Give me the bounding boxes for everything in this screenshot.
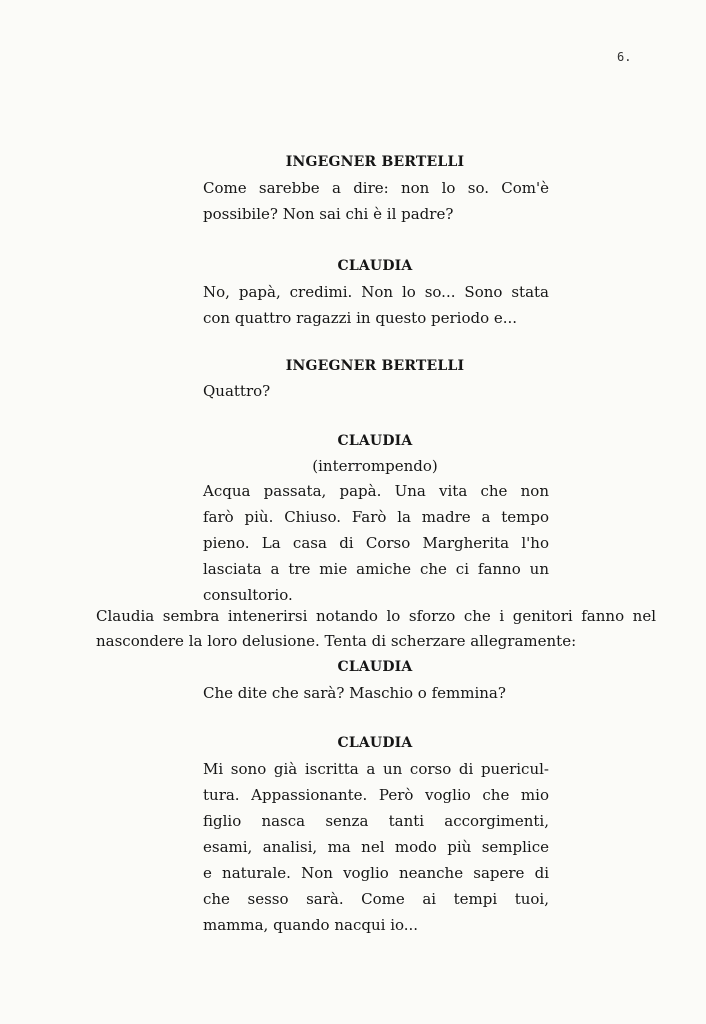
speaker-name: CLAUDIA bbox=[337, 258, 413, 274]
dialogue-line: Acqua passata, papà. Una vita che non bbox=[203, 482, 549, 500]
dialogue-line: con quattro ragazzi in questo periodo e... bbox=[203, 309, 518, 327]
dialogue-text bbox=[203, 378, 549, 404]
dialogue-line: e naturale. Non voglio neanche sapere di bbox=[203, 864, 549, 882]
parenthetical: (interrompendo) bbox=[312, 457, 438, 475]
action-line: nascondere la loro delusione. Tenta di scherzare allegramente: bbox=[96, 632, 577, 650]
dialogue-line: lasciata a tre mie amiche che ci fanno un bbox=[203, 560, 549, 578]
dialogue-line: Che dite che sarà? Maschio o femmina? bbox=[203, 684, 506, 702]
dialogue-text bbox=[203, 756, 549, 938]
dialogue-line: Mi sono già iscritta a un corso di puericul- bbox=[203, 760, 549, 778]
dialogue-line: farò più. Chiuso. Farò la madre a tempo bbox=[203, 508, 549, 526]
dialogue-line: esami, analisi, ma nel modo più semplice bbox=[203, 838, 549, 856]
dialogue-line: possibile? Non sai chi è il padre? bbox=[203, 205, 454, 223]
dialogue-line: figlio nasca senza tanti accorgimenti, bbox=[203, 812, 549, 830]
speaker-name: INGEGNER BERTELLI bbox=[285, 358, 465, 374]
dialogue-line: che sesso sarà. Come ai tempi tuoi, bbox=[203, 890, 549, 908]
dialogue-line: Come sarebbe a dire: non lo so. Com'è bbox=[203, 179, 549, 197]
action-line: Claudia sembra intenerirsi notando lo sforzo che i genitori fanno nel bbox=[96, 607, 656, 625]
dialogue-line: mamma, quando nacqui io... bbox=[203, 916, 419, 934]
dialogue-line: consultorio. bbox=[203, 586, 293, 604]
dialogue-text bbox=[203, 478, 549, 608]
dialogue-text bbox=[203, 175, 549, 227]
speaker-name: CLAUDIA bbox=[337, 735, 413, 751]
speaker-name: INGEGNER BERTELLI bbox=[285, 154, 465, 170]
speaker-name: CLAUDIA bbox=[337, 659, 413, 675]
dialogue-text bbox=[203, 680, 549, 706]
speaker-name: CLAUDIA bbox=[337, 433, 413, 449]
dialogue-line: No, papà, credimi. Non lo so... Sono stata bbox=[203, 283, 549, 301]
dialogue-line: Quattro? bbox=[203, 382, 271, 400]
page-number: 6. bbox=[617, 50, 632, 64]
dialogue-text bbox=[203, 279, 549, 331]
action-description bbox=[96, 604, 656, 654]
dialogue-line: pieno. La casa di Corso Margherita l'ho bbox=[203, 534, 549, 552]
dialogue-line: tura. Appassionante. Però voglio che mio bbox=[203, 786, 549, 804]
